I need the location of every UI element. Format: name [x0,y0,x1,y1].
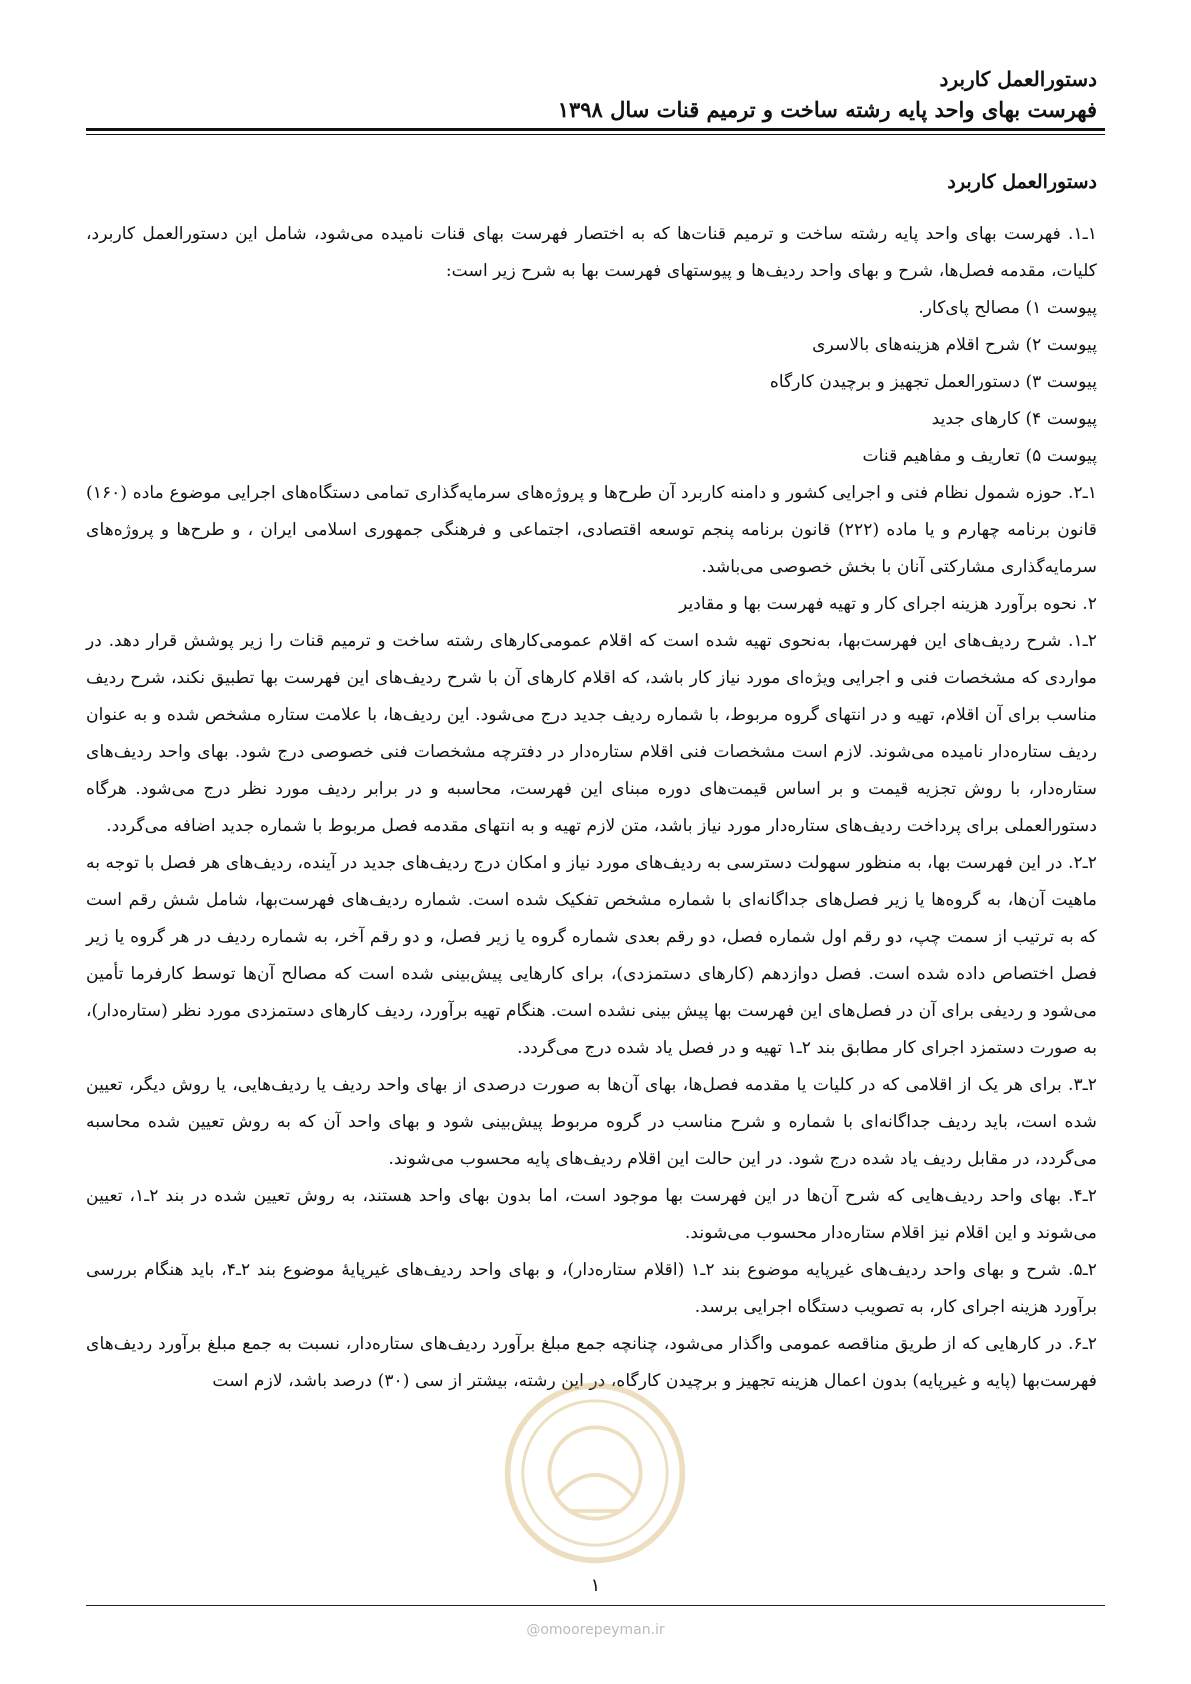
section-2-heading: ۲. نحوه برآورد هزینه اجرای کار و تهیه فهرست بها و مقادیر [678,594,1097,614]
seal-watermark-icon [500,1378,690,1568]
appendix-3: پیوست ۳) دستورالعمل تجهیز و برچیدن کارگاه [769,372,1097,392]
appendix-1: پیوست ۱) مصالح پای‌کار. [918,298,1097,318]
paragraph-1-1: ۱ـ۱. فهرست بهای واحد پایه رشته ساخت و ترمیم قنات‌ها که به اختصار فهرست بهای قنات نامیده می‌شود، شامل این دستورالعمل کاربرد، کلیات، مقدمه فصل‌ها، شرح و بهای واحد ردیف‌ها و پیوستهای فهرست بها به شرح زیر است: [86,224,1097,281]
page-number: ۱ [590,1575,601,1596]
paragraph-2-4: ۲ـ۴. بهای واحد ردیف‌هایی که شرح آن‌ها در این فهرست بها موجود است، اما بدون بهای واحد هستند، به روش تعیین شده در بند ۲ـ۱، تعیین می‌شوند و این اقلام نیز اقلام ستاره‌دار محسوب می‌شوند. [86,1186,1098,1243]
header-rule-thin [86,134,1105,135]
paragraph-2-6: ۲ـ۶. در کارهایی که از طریق مناقصه عمومی واگذار می‌شود، چنانچه جمع مبلغ برآورد ردیف‌های ستاره‌دار، نسبت به جمع مبلغ برآورد ردیف‌های فهرست‌بها (پایه و غیرپایه) بدون اعمال هزینه تجهیز و برچیدن کارگاه، در این رشته، بیشتر از سی (۳۰) درصد باشد، لازم است [86,1334,1097,1391]
paragraph-2-1: ۲ـ۱. شرح ردیف‌های این فهرست‌بها، به‌نحوی تهیه شده است که اقلام عمومی‌کارهای رشته ساخت و ترمیم قنات را زیر پوشش قرار دهد. در مواردی که مشخصات فنی و اجرایی ویژه‌ای مورد نیاز کار باشد، که اقلام کارهای آن با شرح ردیف‌های این فهرست بها تطبیق نکند، شرح ردیف مناسب برای آن اقلام، تهیه و در انتهای گروه مربوط، با شماره ردیف جدید درج می‌شود. این ردیف‌ها، با علامت ستاره مشخص شده و به عنوان ردیف ستاره‌دار نامیده می‌شوند. لازم است مشخصات فنی اقلام ستاره‌دار در دفترچه مشخصات فنی خصوصی درج شود. بهای واحد ردیف‌های ستاره‌دار، با روش تجزیه قیمت و بر اساس قیمت‌های دوره مبنای این فهرست، محاسبه و در برابر ردیف مورد نظر درج می‌شود. هرگاه دستورالعملی برای پرداخت ردیف‌های ستاره‌دار مورد نیاز باشد، متن لازم تهیه و به انتهای مقدمه فصل مربوط با شماره جدید اضافه می‌گردد. [86,631,1097,836]
appendix-4: پیوست ۴) کارهای جدید [931,409,1097,429]
section-title: دستورالعمل کاربرد [947,171,1097,193]
header-line-2: فهرست بهای واحد پایه رشته ساخت و ترمیم قنات سال ۱۳۹۸ [557,97,1097,122]
watermark-text: @omoorepeyman.ir [526,1622,665,1638]
running-header [558,64,1097,126]
header-line-1: دستورالعمل کاربرد [939,67,1097,91]
paragraph-2-3: ۲ـ۳. برای هر یک از اقلامی که در کلیات یا مقدمه فصل‌ها، بهای آن‌ها به صورت درصدی از بهای واحد ردیف یا ردیف‌هایی، یا روش دیگر، تعیین شده است، باید ردیف جداگانه‌ای با شماره و شرح مناسب در گروه مربوط پیش‌بینی شود و بهای واحد آن که به روش تعیین شده محاسبه می‌گردد، در مقابل ردیف یاد شده درج شود. در این حالت این اقلام ردیف‌های پایه محسوب می‌شوند. [86,1075,1097,1169]
paragraph-1-2: ۱ـ۲. حوزه شمول نظام فنی و اجرایی کشور و دامنه کاربرد آن طرح‌ها و پروژه‌های سرمایه‌گذاری تمامی دستگاه‌های اجرایی موضوع ماده (۱۶۰) قانون برنامه چهارم و یا ماده (۲۲۲) قانون برنامه پنجم توسعه اقتصادی، اجتماعی و فرهنگی جمهوری اسلامی ایران ، و طرح‌ها و پروژه‌های سرمایه‌گذاری مشارکتی آنان با بخش خصوصی می‌باشد. [86,483,1097,577]
appendix-5: پیوست ۵) تعاریف و مفاهیم قنات [862,446,1097,466]
paragraph-2-2: ۲ـ۲. در این فهرست بها، به منظور سهولت دسترسی به ردیف‌های مورد نیاز و امکان درج ردیف‌های جدید در آینده، ردیف‌های هر فصل با توجه به ماهیت آن‌ها، به گروه‌ها یا زیر فصل‌های جداگانه‌ای با شماره مشخص تفکیک شده است. شماره ردیف‌های فهرست‌بها، شامل شش رقم است که به ترتیب از سمت چپ، دو رقم اول شماره فصل، دو رقم بعدی شماره گروه یا زیر فصل، و دو رقم آخر، به شماره ردیف در هر گروه یا زیر فصل اختصاص داده شده است. فصل دوازدهم (کارهای دستمزدی)، برای کارهایی پیش‌بینی شده است که مصالح آن‌ها توسط کارفرما تأمین می‌شود و ردیفی برای آن در فصل‌های این فهرست بها پیش بینی نشده است. هنگام تهیه برآورد، ردیف کارهای دستمزدی مورد نظر (ستاره‌دار)، به صورت دستمزد اجرای کار مطابق بند ۲ـ۱ تهیه و در فصل یاد شده درج می‌گردد. [86,853,1097,1058]
body-content [86,168,1097,1400]
footer-rule [86,1605,1105,1606]
header-rule-thick [86,128,1105,131]
paragraph-2-5: ۲ـ۵. شرح و بهای واحد ردیف‌های غیرپایه موضوع بند ۲ـ۱ (اقلام ستاره‌دار)، و بهای واحد ردیف‌های غیرپایهٔ موضوع بند ۲ـ۴، باید هنگام بررسی برآورد هزینه اجرای کار، به تصویب دستگاه اجرایی برسد. [86,1260,1097,1317]
appendix-2: پیوست ۲) شرح اقلام هزینه‌های بالاسری [812,335,1097,355]
